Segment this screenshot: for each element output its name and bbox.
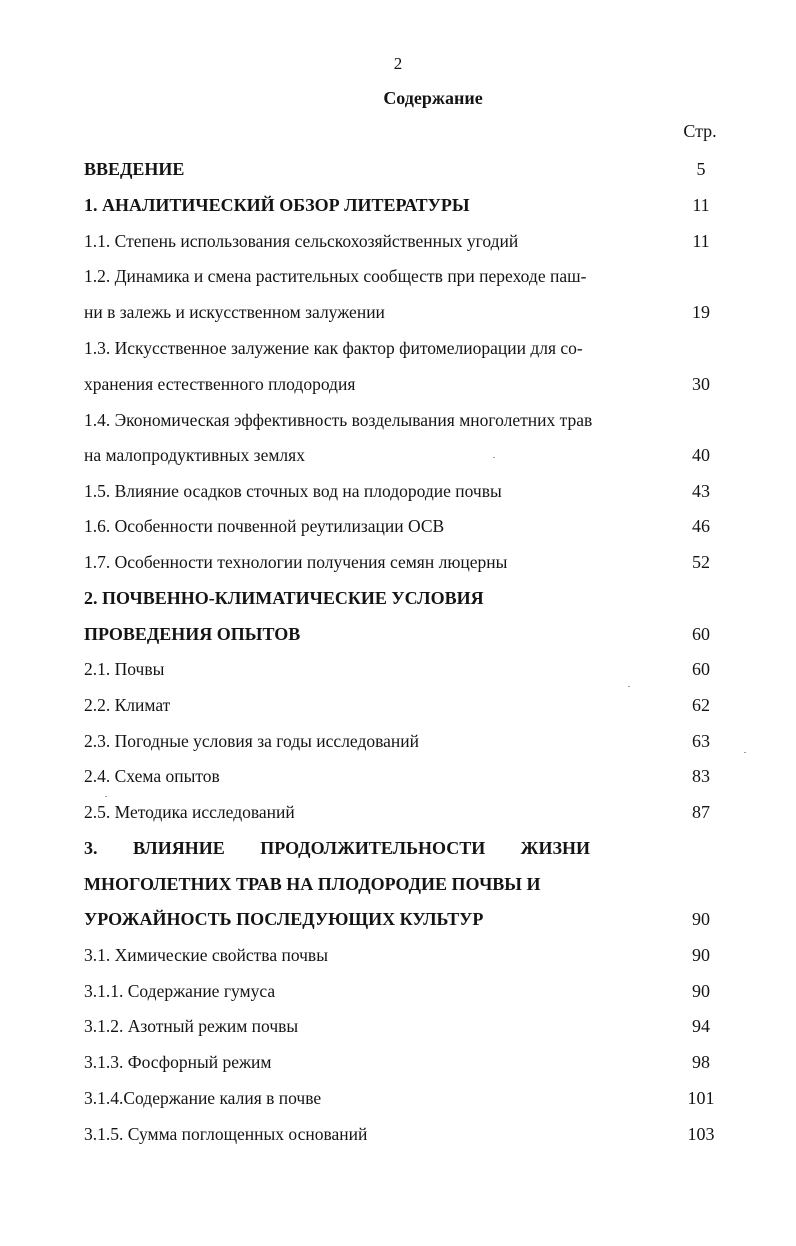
toc-entry-text[interactable]: 2.5. Методика исследований <box>84 802 295 822</box>
toc-entry-word: ЖИЗНИ <box>520 838 590 858</box>
toc-entry-page: 94 <box>692 1016 710 1036</box>
toc-entry-text[interactable]: 1.4. Экономическая эффективность возделывания многолетних трав <box>84 410 593 430</box>
toc-entry-page: 90 <box>692 981 710 1001</box>
toc-entry-text[interactable]: 3.1.3. Фосфорный режим <box>84 1052 272 1072</box>
toc-entry-text[interactable]: 3.1. Химические свойства почвы <box>84 945 328 965</box>
toc-entry-text[interactable] <box>84 834 590 862</box>
toc-entry-page: 103 <box>687 1124 715 1144</box>
toc-entry-page: 87 <box>692 802 710 822</box>
toc-entry-word: ВЛИЯНИЕ <box>132 838 225 858</box>
toc-entry-page: 40 <box>692 445 710 465</box>
toc-entry-text[interactable]: 1.6. Особенности почвенной реутилизации ОСВ <box>84 516 445 536</box>
toc-entry-page: 5 <box>696 159 706 179</box>
page-column-header: Стр. <box>683 121 717 141</box>
toc-entry-text[interactable]: 1.1. Степень использования сельскохозяйственных угодий <box>84 231 519 251</box>
toc-entry-text[interactable]: 2.4. Схема опытов <box>84 766 220 786</box>
toc-entry-page: 19 <box>692 302 710 322</box>
toc-entry-page: 63 <box>692 731 710 751</box>
scan-speck <box>744 752 746 753</box>
toc-entry-text[interactable]: 1. АНАЛИТИЧЕСКИЙ ОБЗОР ЛИТЕРАТУРЫ <box>84 195 470 215</box>
toc-entry-page: 60 <box>692 624 710 644</box>
toc-entry-text[interactable]: 2. ПОЧВЕННО-КЛИМАТИЧЕСКИЕ УСЛОВИЯ <box>84 588 484 608</box>
toc-entry-page: 30 <box>692 374 710 394</box>
toc-entry-page: 60 <box>692 659 710 679</box>
toc-entry-text[interactable]: 2.1. Почвы <box>84 659 165 679</box>
toc-entry-text[interactable]: 3.1.2. Азотный режим почвы <box>84 1016 299 1036</box>
toc-entry-word: ПРОДОЛЖИТЕЛЬНОСТИ <box>260 838 486 858</box>
scan-speck <box>493 457 495 458</box>
toc-entry-page: 11 <box>692 231 710 251</box>
page-title: Содержание <box>383 88 483 108</box>
page-number: 2 <box>393 54 403 73</box>
toc-entry-text[interactable]: 3.1.1. Содержание гумуса <box>84 981 276 1001</box>
toc-entry-text-continued[interactable]: хранения естественного плодородия <box>84 374 356 394</box>
toc-entry-word: 3. <box>84 838 98 858</box>
toc-entry-text-continued[interactable]: ПРОВЕДЕНИЯ ОПЫТОВ <box>84 624 301 644</box>
toc-entry-text[interactable]: 1.2. Динамика и смена растительных сообществ при переходе паш- <box>84 266 587 286</box>
toc-entry-page: 83 <box>692 766 710 786</box>
scan-speck <box>628 686 630 687</box>
toc-entry-text-continued[interactable]: ни в залежь и искусственном залужении <box>84 302 385 322</box>
toc-entry-page: 90 <box>692 945 710 965</box>
toc-entry-page: 52 <box>692 552 710 572</box>
toc-entry-text[interactable]: ВВЕДЕНИЕ <box>84 159 185 179</box>
toc-entry-page: 90 <box>692 909 710 929</box>
toc-entry-text[interactable]: 2.2. Климат <box>84 695 171 715</box>
toc-entry-page: 43 <box>692 481 710 501</box>
toc-entry-text-continued[interactable]: УРОЖАЙНОСТЬ ПОСЛЕДУЮЩИХ КУЛЬТУР <box>84 909 484 929</box>
toc-entry-text-continued[interactable]: на малопродуктивных землях <box>84 445 305 465</box>
toc-entry-page: 46 <box>692 516 710 536</box>
toc-entry-page: 101 <box>687 1088 715 1108</box>
toc-entry-page: 62 <box>692 695 710 715</box>
toc-entry-page: 98 <box>692 1052 710 1072</box>
toc-entry-text[interactable]: 2.3. Погодные условия за годы исследований <box>84 731 420 751</box>
scan-speck <box>105 796 107 797</box>
toc-entry-page: 11 <box>692 195 710 215</box>
toc-entry-text[interactable]: 3.1.4.Содержание калия в почве <box>84 1088 322 1108</box>
toc-entry-text[interactable]: 1.3. Искусственное залужение как фактор фитомелиорации для со- <box>84 338 583 358</box>
toc-entry-text[interactable]: 1.5. Влияние осадков сточных вод на плодородие почвы <box>84 481 502 501</box>
toc-entry-text[interactable]: 3.1.5. Сумма поглощенных оснований <box>84 1124 368 1144</box>
toc-entry-text[interactable]: 1.7. Особенности технологии получения семян люцерны <box>84 552 508 572</box>
toc-entry-text-continued[interactable]: МНОГОЛЕТНИХ ТРАВ НА ПЛОДОРОДИЕ ПОЧВЫ И <box>84 874 541 894</box>
